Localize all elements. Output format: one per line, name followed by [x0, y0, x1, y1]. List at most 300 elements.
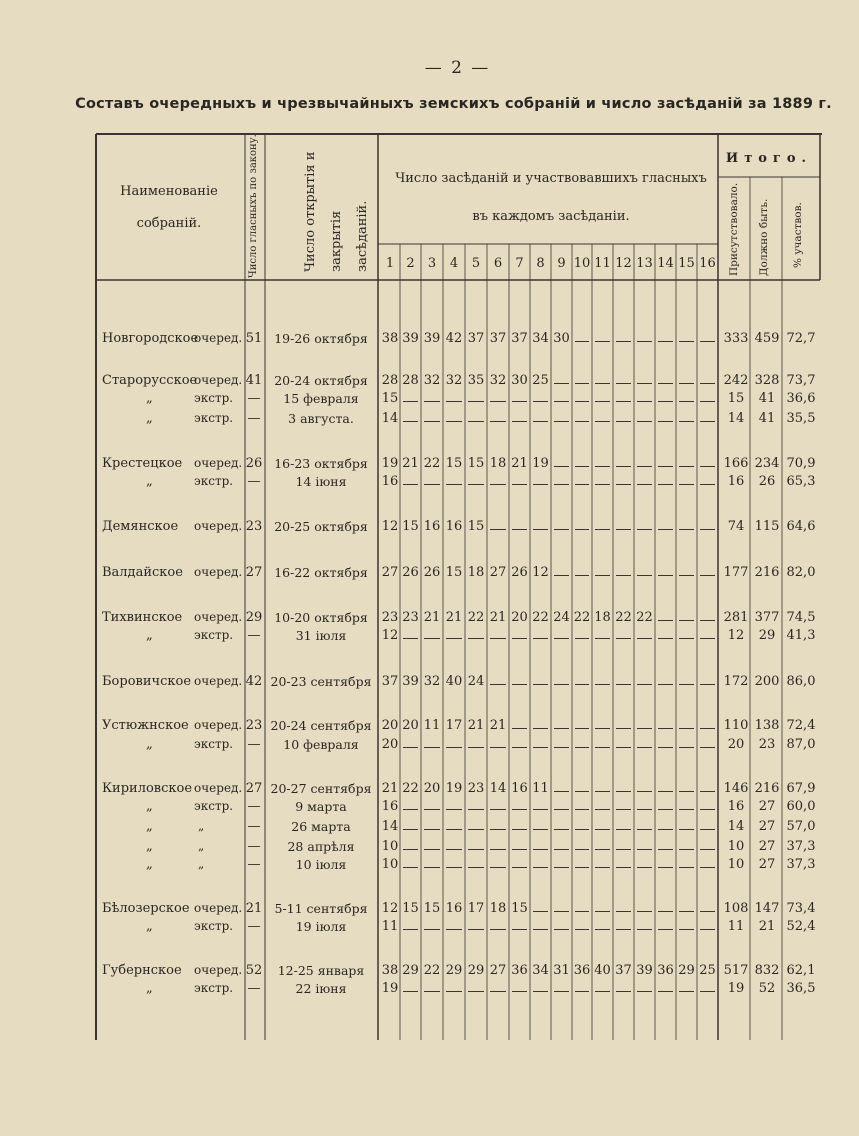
row-percent: 73,4	[786, 901, 816, 916]
row-present: 166	[723, 456, 749, 471]
page-title: Составъ очередныхъ и чрезвычайныхъ земскихъ собраній и число засѣданій за 1889 г.	[75, 96, 832, 112]
row-percent: 36,6	[786, 391, 816, 406]
empty-cell-dash	[468, 849, 484, 850]
row-law-count: 29	[245, 610, 263, 625]
row-kind: очеред.	[194, 674, 243, 688]
empty-cell-dash	[616, 728, 631, 729]
session-count: 20	[381, 718, 399, 733]
empty-cell-dash	[468, 829, 484, 830]
empty-cell-dash	[658, 575, 673, 576]
empty-cell-dash	[679, 620, 694, 621]
session-count: 16	[511, 781, 528, 796]
session-number-9: 9	[557, 256, 566, 271]
empty-cell-dash	[637, 484, 652, 485]
empty-cell-dash	[679, 791, 694, 792]
row-law-count: 23	[245, 718, 263, 733]
empty-cell-dash	[658, 684, 673, 685]
empty-cell-dash	[533, 911, 548, 912]
session-count: 34	[532, 331, 549, 346]
session-count: 26	[423, 565, 441, 580]
empty-cell-dash	[658, 620, 673, 621]
row-percent: 57,0	[786, 819, 816, 834]
row-name: Кириловское	[102, 781, 193, 796]
empty-cell-dash	[637, 529, 652, 530]
session-count: 37	[615, 963, 632, 978]
empty-cell-dash	[679, 829, 694, 830]
session-count: 25	[699, 963, 716, 978]
empty-cell-dash	[616, 791, 631, 792]
row-dates: 10-20 октября	[274, 610, 368, 625]
row-kind: очеред.	[194, 565, 243, 579]
empty-cell-dash	[468, 421, 484, 422]
empty-cell-dash	[512, 484, 527, 485]
row-kind: экстр.	[194, 919, 234, 933]
session-count: 22	[573, 610, 591, 625]
empty-cell-dash	[512, 849, 527, 850]
row-present: 20	[727, 737, 745, 752]
empty-cell-dash	[700, 383, 715, 384]
empty-cell-dash	[403, 929, 418, 930]
empty-cell-dash	[679, 341, 694, 342]
empty-cell-dash	[512, 529, 527, 530]
session-count: 15	[423, 901, 441, 916]
session-count: 32	[423, 674, 441, 689]
session-number-8: 8	[536, 256, 545, 271]
row-percent: 73,7	[786, 373, 816, 388]
empty-cell-dash	[595, 929, 610, 930]
empty-cell-dash	[490, 529, 506, 530]
header-required: Должно быть.	[758, 198, 770, 276]
session-count: 15	[402, 901, 419, 916]
session-count: 24	[467, 674, 485, 689]
session-count: 23	[467, 781, 485, 796]
row-percent: 36,5	[786, 981, 816, 996]
empty-cell-dash	[490, 809, 506, 810]
row-dates: 9 марта	[295, 799, 347, 814]
session-count: 15	[445, 565, 463, 580]
empty-cell-dash	[554, 809, 569, 810]
session-number-11: 11	[594, 256, 611, 271]
row-law-count: 51	[245, 331, 263, 346]
empty-cell-dash	[616, 529, 631, 530]
session-count: 25	[532, 373, 549, 388]
empty-cell-dash	[679, 728, 694, 729]
session-count: 38	[381, 963, 399, 978]
empty-cell-dash	[637, 991, 652, 992]
session-count: 16	[381, 799, 399, 814]
empty-cell-dash	[554, 401, 569, 402]
empty-cell-dash	[658, 638, 673, 639]
session-count: 14	[381, 819, 399, 834]
empty-cell-dash	[490, 684, 506, 685]
empty-cell-dash	[554, 911, 569, 912]
empty-cell-dash	[679, 747, 694, 748]
row-required: 26	[758, 474, 776, 489]
empty-cell-dash	[575, 466, 589, 467]
row-name: „	[146, 737, 153, 752]
row-percent: 37,3	[786, 839, 816, 854]
session-count: 15	[467, 456, 485, 471]
session-count: 14	[489, 781, 507, 796]
empty-cell-dash	[533, 421, 548, 422]
session-count: 35	[467, 373, 485, 388]
empty-cell-dash	[595, 728, 610, 729]
empty-cell-dash	[490, 401, 506, 402]
row-required: 52	[758, 981, 776, 996]
session-count: 12	[532, 565, 549, 580]
row-name: „	[146, 799, 153, 814]
empty-cell-dash	[700, 849, 715, 850]
header-law-count: Число гласныхъ по закону.	[248, 134, 259, 278]
empty-cell-dash	[700, 620, 715, 621]
empty-cell-dash	[616, 849, 631, 850]
session-count: 39	[636, 963, 653, 978]
empty-cell-dash	[575, 747, 589, 748]
row-present: 74	[727, 519, 745, 534]
empty-cell-dash	[512, 809, 527, 810]
session-count: 27	[381, 565, 399, 580]
row-kind: очеред.	[194, 718, 243, 732]
empty-cell-dash	[403, 867, 418, 868]
session-count: 32	[489, 373, 507, 388]
session-count: 40	[594, 963, 611, 978]
empty-cell-dash	[595, 867, 610, 868]
row-law-count: —	[247, 919, 261, 934]
row-name: „	[146, 628, 153, 643]
row-present: 14	[727, 819, 745, 834]
session-number-7: 7	[515, 256, 524, 271]
session-number-12: 12	[615, 256, 632, 271]
row-kind: очеред.	[194, 373, 243, 387]
row-required: 27	[758, 819, 776, 834]
empty-cell-dash	[616, 911, 631, 912]
empty-cell-dash	[616, 383, 631, 384]
empty-cell-dash	[637, 728, 652, 729]
session-count: 19	[381, 981, 399, 996]
empty-cell-dash	[637, 421, 652, 422]
row-dates: 3 августа.	[288, 411, 354, 426]
row-present: 333	[723, 331, 749, 346]
empty-cell-dash	[446, 638, 462, 639]
empty-cell-dash	[446, 991, 462, 992]
empty-cell-dash	[679, 638, 694, 639]
empty-cell-dash	[424, 401, 440, 402]
row-kind: экстр.	[194, 628, 234, 642]
empty-cell-dash	[658, 911, 673, 912]
row-percent: 70,9	[786, 456, 816, 471]
empty-cell-dash	[637, 747, 652, 748]
empty-cell-dash	[468, 991, 484, 992]
empty-cell-dash	[403, 421, 418, 422]
session-count: 39	[402, 331, 419, 346]
empty-cell-dash	[637, 809, 652, 810]
row-dates: 10 февраля	[283, 737, 359, 752]
header-sessions: Число засѣданій и участвовавшихъ гласныхъ въ каждомъ засѣданіи.	[395, 171, 707, 224]
session-count: 30	[553, 331, 570, 346]
row-law-count: —	[247, 628, 261, 643]
empty-cell-dash	[658, 991, 673, 992]
empty-cell-dash	[679, 849, 694, 850]
empty-cell-dash	[679, 575, 694, 576]
empty-cell-dash	[700, 747, 715, 748]
empty-cell-dash	[679, 529, 694, 530]
session-count: 19	[532, 456, 549, 471]
session-count: 20	[511, 610, 528, 625]
session-count: 11	[423, 718, 441, 733]
empty-cell-dash	[595, 849, 610, 850]
empty-cell-dash	[616, 991, 631, 992]
session-count: 27	[489, 963, 507, 978]
row-present: 15	[727, 391, 745, 406]
session-count: 18	[489, 456, 507, 471]
empty-cell-dash	[658, 747, 673, 748]
session-count: 22	[402, 781, 419, 796]
empty-cell-dash	[490, 829, 506, 830]
empty-cell-dash	[554, 684, 569, 685]
row-law-count: 26	[245, 456, 263, 471]
empty-cell-dash	[424, 747, 440, 748]
session-number-14: 14	[657, 256, 674, 271]
empty-cell-dash	[490, 867, 506, 868]
empty-cell-dash	[446, 929, 462, 930]
empty-cell-dash	[468, 747, 484, 748]
empty-cell-dash	[575, 575, 589, 576]
empty-cell-dash	[446, 747, 462, 748]
row-percent: 87,0	[786, 737, 816, 752]
row-dates: 22 іюня	[295, 981, 347, 996]
empty-cell-dash	[533, 747, 548, 748]
empty-cell-dash	[554, 383, 569, 384]
empty-cell-dash	[658, 867, 673, 868]
empty-cell-dash	[575, 991, 589, 992]
session-count: 42	[445, 331, 463, 346]
empty-cell-dash	[512, 867, 527, 868]
row-percent: 62,1	[786, 963, 816, 978]
session-number-16: 16	[699, 256, 716, 271]
empty-cell-dash	[424, 867, 440, 868]
empty-cell-dash	[533, 638, 548, 639]
session-count: 22	[532, 610, 549, 625]
empty-cell-dash	[533, 809, 548, 810]
row-kind: „	[198, 819, 205, 833]
empty-cell-dash	[554, 791, 569, 792]
row-percent: 72,7	[786, 331, 816, 346]
empty-cell-dash	[700, 929, 715, 930]
empty-cell-dash	[700, 421, 715, 422]
empty-cell-dash	[637, 466, 652, 467]
empty-cell-dash	[512, 421, 527, 422]
row-name: „	[146, 919, 153, 934]
session-count: 21	[489, 718, 507, 733]
row-name: Валдайское	[102, 565, 183, 580]
session-number-2: 2	[406, 256, 415, 271]
row-kind: очеред.	[194, 519, 243, 533]
empty-cell-dash	[616, 929, 631, 930]
session-count: 18	[594, 610, 611, 625]
row-dates: 16-22 октября	[274, 565, 368, 580]
row-law-count: —	[247, 839, 261, 854]
session-count: 40	[445, 674, 463, 689]
session-count: 37	[511, 331, 528, 346]
row-percent: 74,5	[786, 610, 816, 625]
row-required: 29	[758, 628, 776, 643]
empty-cell-dash	[616, 575, 631, 576]
empty-cell-dash	[658, 809, 673, 810]
row-law-count: 52	[245, 963, 263, 978]
empty-cell-dash	[595, 383, 610, 384]
empty-cell-dash	[403, 991, 418, 992]
empty-cell-dash	[616, 684, 631, 685]
empty-cell-dash	[679, 929, 694, 930]
session-count: 18	[467, 565, 485, 580]
session-count: 28	[402, 373, 419, 388]
row-law-count: 23	[245, 519, 263, 534]
row-dates: 31 іюля	[295, 628, 347, 643]
row-present: 19	[727, 981, 745, 996]
row-dates: 12-25 января	[277, 963, 365, 978]
row-law-count: —	[247, 391, 261, 406]
row-required: 27	[758, 839, 776, 854]
row-name: Старорусское	[102, 373, 198, 388]
session-count: 23	[402, 610, 419, 625]
session-count: 19	[445, 781, 463, 796]
empty-cell-dash	[446, 849, 462, 850]
row-kind: „	[198, 857, 205, 871]
session-count: 37	[467, 331, 485, 346]
empty-cell-dash	[637, 383, 652, 384]
row-present: 14	[727, 411, 745, 426]
session-count: 23	[381, 610, 399, 625]
row-percent: 60,0	[786, 799, 816, 814]
empty-cell-dash	[424, 484, 440, 485]
empty-cell-dash	[700, 867, 715, 868]
empty-cell-dash	[403, 829, 418, 830]
empty-cell-dash	[490, 849, 506, 850]
row-law-count: —	[247, 737, 261, 752]
row-law-count: 27	[245, 565, 263, 580]
empty-cell-dash	[658, 929, 673, 930]
session-number-13: 13	[636, 256, 653, 271]
row-kind: экстр.	[194, 737, 234, 751]
session-count: 21	[489, 610, 507, 625]
empty-cell-dash	[554, 575, 569, 576]
session-count: 21	[445, 610, 463, 625]
row-law-count: 27	[245, 781, 263, 796]
session-count: 12	[381, 519, 399, 534]
row-required: 23	[758, 737, 776, 752]
empty-cell-dash	[533, 401, 548, 402]
session-count: 15	[511, 901, 528, 916]
row-kind: экстр.	[194, 981, 234, 995]
row-kind: очеред.	[194, 610, 243, 624]
empty-cell-dash	[575, 809, 589, 810]
row-kind: очеред.	[194, 456, 243, 470]
empty-cell-dash	[424, 849, 440, 850]
row-required: 832	[754, 963, 780, 978]
empty-cell-dash	[575, 341, 589, 342]
empty-cell-dash	[490, 484, 506, 485]
empty-cell-dash	[658, 466, 673, 467]
session-count: 21	[423, 610, 441, 625]
empty-cell-dash	[468, 867, 484, 868]
row-law-count: —	[247, 857, 261, 872]
session-count: 22	[636, 610, 653, 625]
empty-cell-dash	[468, 484, 484, 485]
empty-cell-dash	[700, 484, 715, 485]
row-law-count: —	[247, 819, 261, 834]
row-dates: 15 февраля	[283, 391, 359, 406]
empty-cell-dash	[554, 747, 569, 748]
empty-cell-dash	[533, 728, 548, 729]
empty-cell-dash	[575, 911, 589, 912]
row-kind: очеред.	[194, 963, 243, 977]
empty-cell-dash	[637, 911, 652, 912]
empty-cell-dash	[446, 867, 462, 868]
row-present: 108	[723, 901, 749, 916]
empty-cell-dash	[595, 401, 610, 402]
session-count: 29	[445, 963, 463, 978]
row-kind: очеред.	[194, 781, 243, 795]
empty-cell-dash	[616, 466, 631, 467]
empty-cell-dash	[575, 929, 589, 930]
empty-cell-dash	[616, 747, 631, 748]
row-kind: экстр.	[194, 474, 234, 488]
empty-cell-dash	[424, 929, 440, 930]
session-count: 21	[402, 456, 419, 471]
session-count: 20	[381, 737, 399, 752]
session-count: 29	[467, 963, 485, 978]
row-dates: 20-27 сентября	[270, 781, 372, 796]
header-percent: % участвов.	[792, 202, 804, 268]
empty-cell-dash	[490, 929, 506, 930]
empty-cell-dash	[637, 791, 652, 792]
session-count: 16	[445, 519, 463, 534]
session-count: 30	[511, 373, 528, 388]
session-count: 20	[402, 718, 419, 733]
empty-cell-dash	[595, 684, 610, 685]
empty-cell-dash	[424, 991, 440, 992]
row-required: 200	[754, 674, 780, 689]
empty-cell-dash	[554, 638, 569, 639]
empty-cell-dash	[658, 849, 673, 850]
empty-cell-dash	[446, 401, 462, 402]
session-count: 21	[381, 781, 399, 796]
empty-cell-dash	[403, 849, 418, 850]
empty-cell-dash	[658, 383, 673, 384]
row-dates: 28 апрѣля	[287, 839, 355, 854]
empty-cell-dash	[575, 401, 589, 402]
session-number-15: 15	[678, 256, 695, 271]
empty-cell-dash	[468, 638, 484, 639]
session-count: 10	[381, 857, 399, 872]
row-required: 41	[758, 411, 776, 426]
session-count: 39	[423, 331, 441, 346]
row-required: 216	[754, 781, 780, 796]
empty-cell-dash	[595, 575, 610, 576]
session-count: 36	[573, 963, 591, 978]
empty-cell-dash	[595, 791, 610, 792]
empty-cell-dash	[637, 829, 652, 830]
row-present: 281	[723, 610, 749, 625]
empty-cell-dash	[658, 484, 673, 485]
session-count: 16	[423, 519, 441, 534]
header-totals: Итого.	[725, 151, 813, 166]
empty-cell-dash	[512, 991, 527, 992]
row-present: 242	[723, 373, 749, 388]
empty-cell-dash	[512, 684, 527, 685]
empty-cell-dash	[512, 929, 527, 930]
empty-cell-dash	[512, 829, 527, 830]
